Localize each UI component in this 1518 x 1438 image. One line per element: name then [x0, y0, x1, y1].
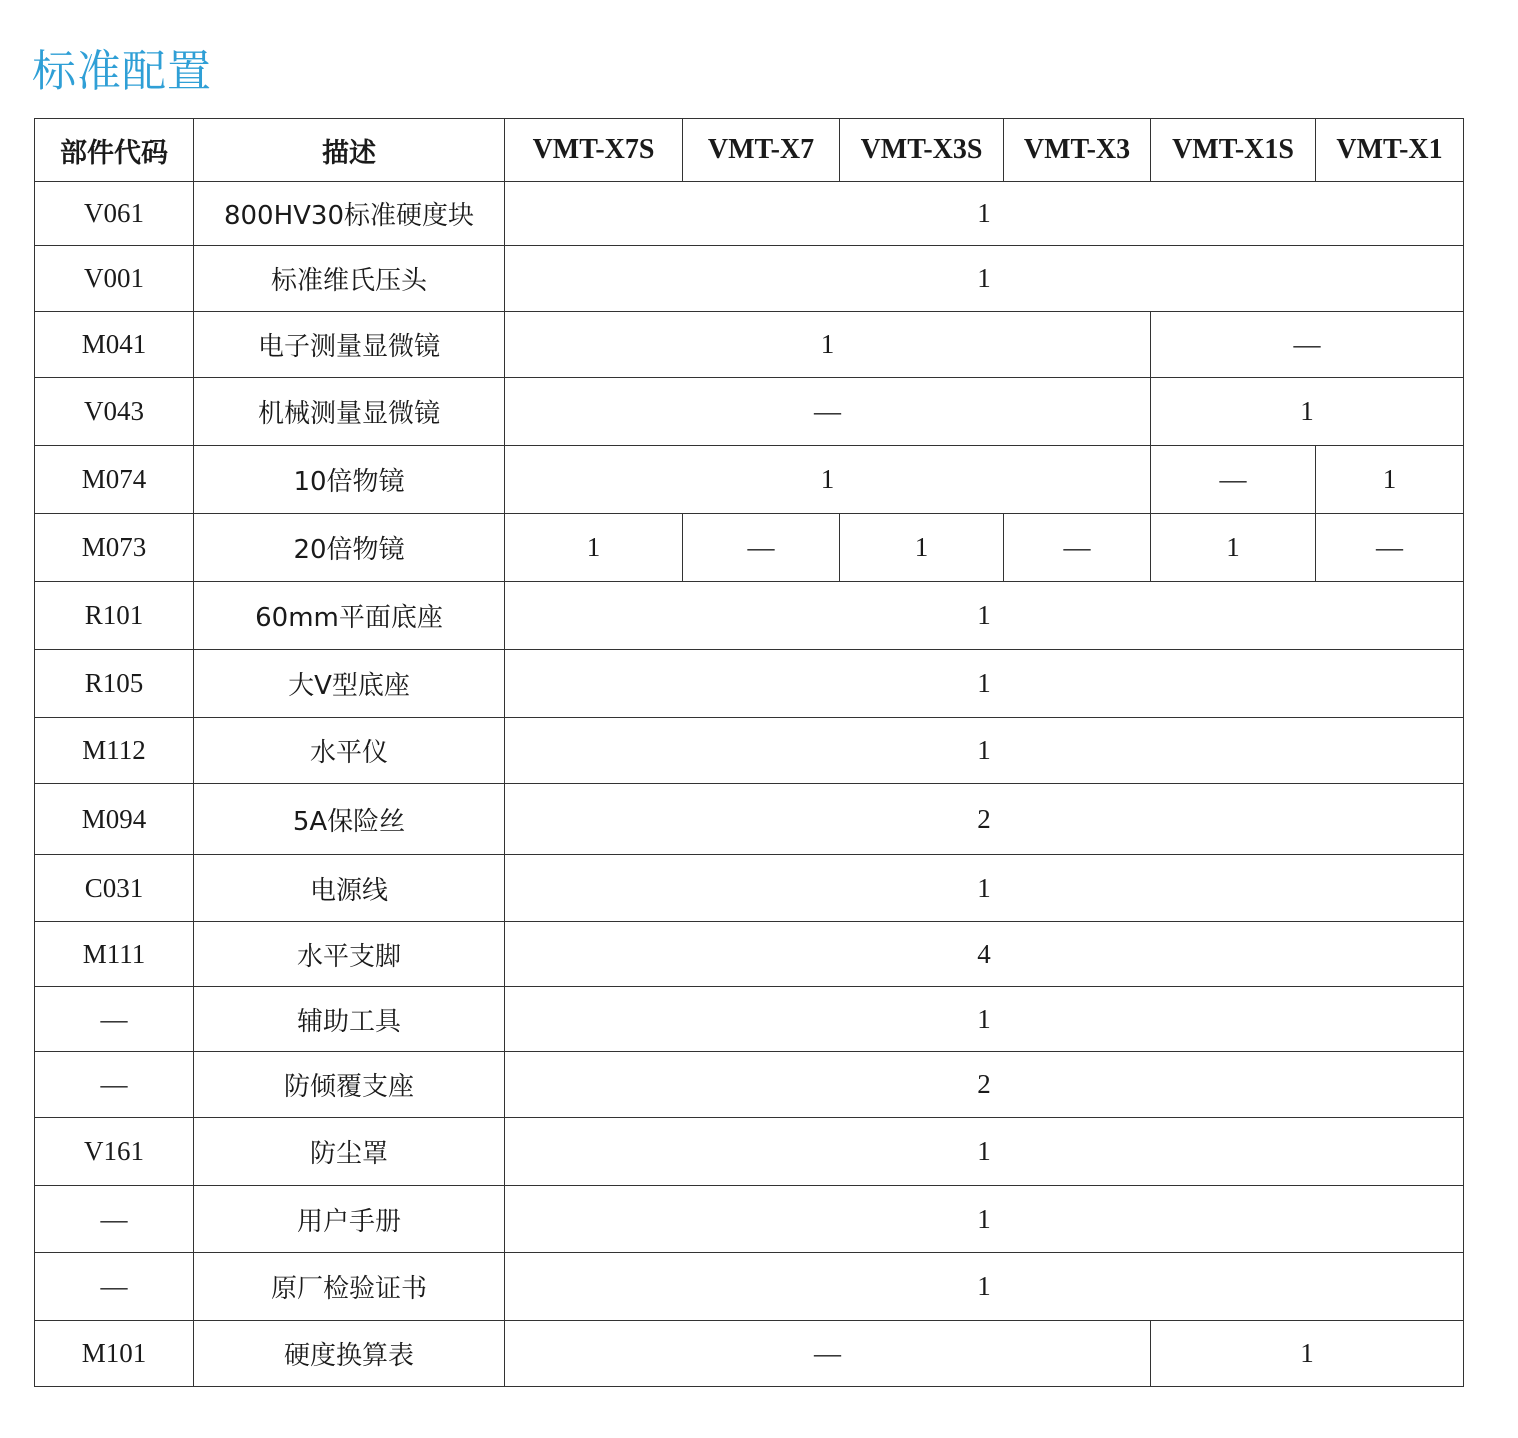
header-model-vmt-x3: VMT-X3: [1004, 119, 1151, 182]
description-cell: 用户手册: [194, 1186, 505, 1253]
standard-config-table: [34, 118, 1464, 1387]
part-code-cell: M101: [35, 1321, 194, 1387]
table-row: [35, 1253, 1464, 1321]
quantity-cell: 1: [1316, 446, 1464, 514]
quantity-cell: 1: [505, 246, 1464, 312]
quantity-cell: 1: [505, 855, 1464, 922]
description-cell: 10倍物镜: [194, 446, 505, 514]
part-code-cell: M094: [35, 784, 194, 855]
quantity-cell: 2: [505, 784, 1464, 855]
quantity-cell: 1: [505, 312, 1151, 378]
quantity-cell: —: [1151, 446, 1316, 514]
description-cell: 水平仪: [194, 718, 505, 784]
part-code-cell: V161: [35, 1118, 194, 1186]
header-model-vmt-x1s: VMT-X1S: [1151, 119, 1316, 182]
description-cell: 硬度换算表: [194, 1321, 505, 1387]
description-cell: 原厂检验证书: [194, 1253, 505, 1321]
description-cell: 大V型底座: [194, 650, 505, 718]
header-model-vmt-x7: VMT-X7: [683, 119, 840, 182]
part-code-cell: V061: [35, 182, 194, 246]
quantity-cell: 4: [505, 922, 1464, 987]
table-row: [35, 446, 1464, 514]
table-row: [35, 987, 1464, 1052]
table-body: [35, 182, 1464, 1387]
page-title: 标准配置: [32, 46, 212, 97]
part-code-cell: M073: [35, 514, 194, 582]
description-cell: 防倾覆支座: [194, 1052, 505, 1118]
quantity-cell: 1: [505, 718, 1464, 784]
table-row: [35, 1186, 1464, 1253]
table-header: [35, 119, 1464, 182]
description-cell: 水平支脚: [194, 922, 505, 987]
part-code-cell: R101: [35, 582, 194, 650]
quantity-cell: —: [1151, 312, 1464, 378]
description-cell: 标准维氏压头: [194, 246, 505, 312]
part-code-cell: M074: [35, 446, 194, 514]
quantity-cell: —: [1316, 514, 1464, 582]
header-row: [35, 119, 1464, 182]
header-model-vmt-x1: VMT-X1: [1316, 119, 1464, 182]
header-description: 描述: [194, 119, 505, 182]
header-model-vmt-x3s: VMT-X3S: [840, 119, 1004, 182]
table-row: [35, 182, 1464, 246]
part-code-cell: V043: [35, 378, 194, 446]
quantity-cell: —: [505, 1321, 1151, 1387]
quantity-cell: 1: [505, 582, 1464, 650]
table-row: [35, 784, 1464, 855]
table-row: [35, 246, 1464, 312]
part-code-cell: —: [35, 987, 194, 1052]
description-cell: 60mm平面底座: [194, 582, 505, 650]
description-cell: 防尘罩: [194, 1118, 505, 1186]
quantity-cell: —: [505, 378, 1151, 446]
table-row: [35, 855, 1464, 922]
part-code-cell: V001: [35, 246, 194, 312]
description-cell: 电源线: [194, 855, 505, 922]
part-code-cell: —: [35, 1186, 194, 1253]
part-code-cell: C031: [35, 855, 194, 922]
part-code-cell: M111: [35, 922, 194, 987]
quantity-cell: 1: [505, 1253, 1464, 1321]
table-row: [35, 1118, 1464, 1186]
description-cell: 800HV30标准硬度块: [194, 182, 505, 246]
table-row: [35, 378, 1464, 446]
table-row: [35, 718, 1464, 784]
quantity-cell: 1: [505, 514, 683, 582]
quantity-cell: 1: [505, 1186, 1464, 1253]
quantity-cell: 2: [505, 1052, 1464, 1118]
quantity-cell: 1: [1151, 514, 1316, 582]
quantity-cell: —: [1004, 514, 1151, 582]
description-cell: 20倍物镜: [194, 514, 505, 582]
part-code-cell: —: [35, 1253, 194, 1321]
table-row: [35, 1321, 1464, 1387]
table-row: [35, 922, 1464, 987]
description-cell: 机械测量显微镜: [194, 378, 505, 446]
table-row: [35, 312, 1464, 378]
table-row: [35, 514, 1464, 582]
description-cell: 辅助工具: [194, 987, 505, 1052]
part-code-cell: R105: [35, 650, 194, 718]
quantity-cell: 1: [505, 446, 1151, 514]
table-row: [35, 582, 1464, 650]
part-code-cell: —: [35, 1052, 194, 1118]
description-cell: 电子测量显微镜: [194, 312, 505, 378]
quantity-cell: 1: [840, 514, 1004, 582]
quantity-cell: 1: [505, 987, 1464, 1052]
quantity-cell: 1: [1151, 1321, 1464, 1387]
part-code-cell: M041: [35, 312, 194, 378]
description-cell: 5A保险丝: [194, 784, 505, 855]
quantity-cell: 1: [505, 1118, 1464, 1186]
quantity-cell: 1: [505, 650, 1464, 718]
quantity-cell: 1: [1151, 378, 1464, 446]
table-row: [35, 1052, 1464, 1118]
quantity-cell: —: [683, 514, 840, 582]
header-part-code: 部件代码: [35, 119, 194, 182]
table-row: [35, 650, 1464, 718]
part-code-cell: M112: [35, 718, 194, 784]
header-model-vmt-x7s: VMT-X7S: [505, 119, 683, 182]
quantity-cell: 1: [505, 182, 1464, 246]
